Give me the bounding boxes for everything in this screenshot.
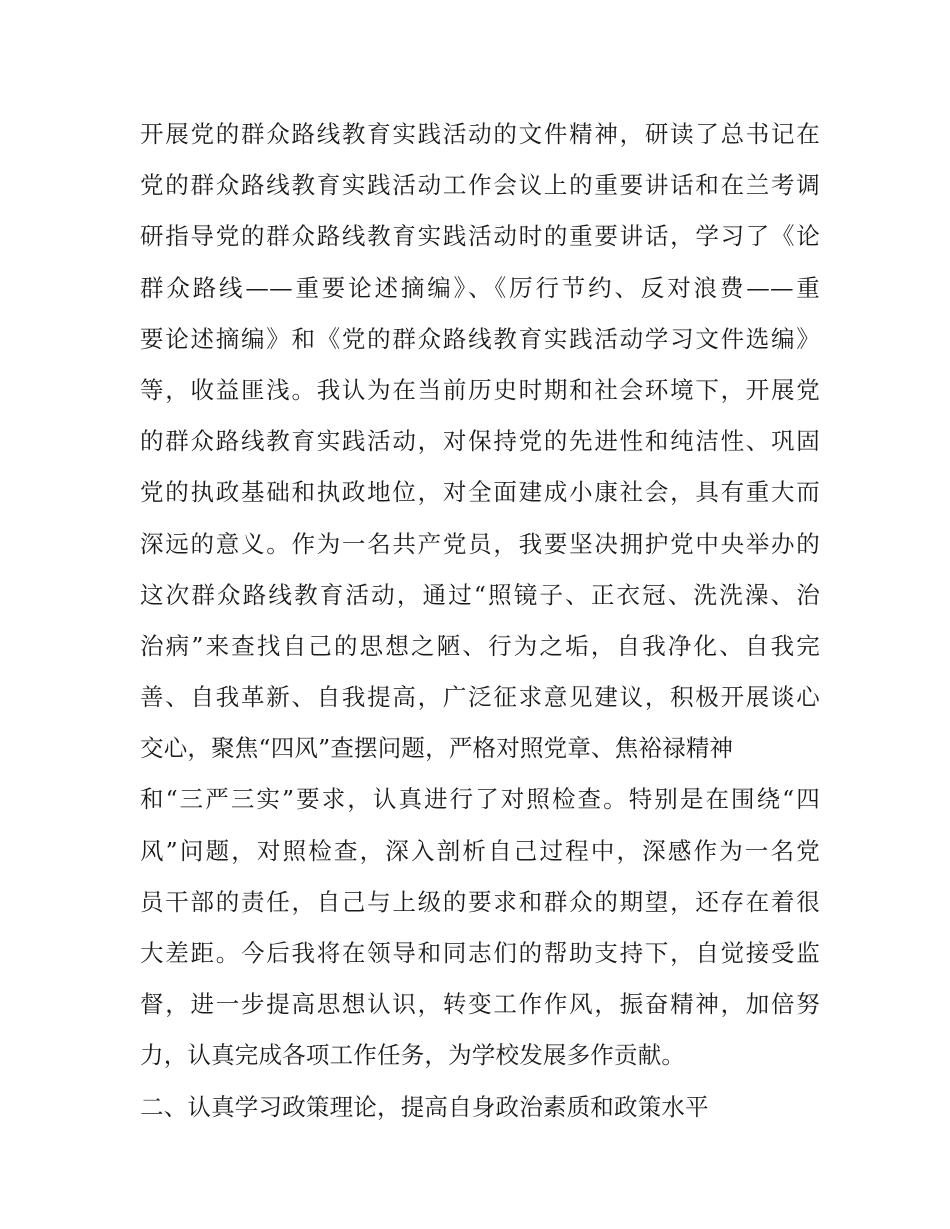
text-line-17: 大差距。今后我将在领导和同志们的帮助支持下，自觉接受监 [140,939,820,967]
text-line-7: 的群众路线教育实践活动，对保持党的先进性和纯洁性、巩固 [140,427,820,456]
text-line-11: 治病”来查找自己的思想之陋、行为之垢，自我净化、自我完 [140,631,820,660]
text-line-18: 督，进一步提高思想认识，转变工作作风，振奋精神，加倍努 [140,990,820,1019]
text-line-1: 开展党的群众路线教育实践活动的文件精神，研读了总书记在 [140,120,820,148]
text-line-5: 要论述摘编》和《党的群众路线教育实践活动学习文件选编》 [140,324,820,353]
text-line-16: 员干部的责任，自己与上级的要求和群众的期望，还存在着很 [140,887,820,916]
body-text [140,109,820,1133]
text-line-14: 和“三严三实”要求，认真进行了对照检查。特别是在围绕“四 [140,785,820,814]
text-line-10: 这次群众路线教育活动，通过“照镜子、正衣冠、洗洗澡、治 [140,580,820,609]
text-line-8: 党的执政基础和执政地位，对全面建成小康社会，具有重大而 [140,478,820,507]
text-line-2: 党的群众路线教育实践活动工作会议上的重要讲话和在兰考调 [140,171,820,200]
text-line-15: 风”问题，对照检查，深入剖析自己过程中，深感作为一名党 [140,836,820,865]
text-line-12: 善、自我革新、自我提高，广泛征求意见建议，积极开展谈心 [140,683,820,712]
text-line-13: 交心，聚焦“四风”查摆问题，严格对照党章、焦裕禄精神 [140,734,734,763]
text-line-9: 深远的意义。作为一名共产党员，我要坚决拥护党中央举办的 [140,529,820,558]
text-line-19: 力，认真完成各项工作任务，为学校发展多作贡献。 [140,1041,686,1070]
text-line-6: 等，收益匪浅。我认为在当前历史时期和社会环境下，开展党 [140,375,820,404]
text-line-3: 研指导党的群众路线教育实践活动时的重要讲话，学习了《论 [140,222,820,251]
text-line-4: 群众路线——重要论述摘编》、《厉行节约、反对浪费——重 [140,273,820,302]
section-heading: 二、认真学习政策理论，提高自身政治素质和政策水平 [140,1092,709,1121]
